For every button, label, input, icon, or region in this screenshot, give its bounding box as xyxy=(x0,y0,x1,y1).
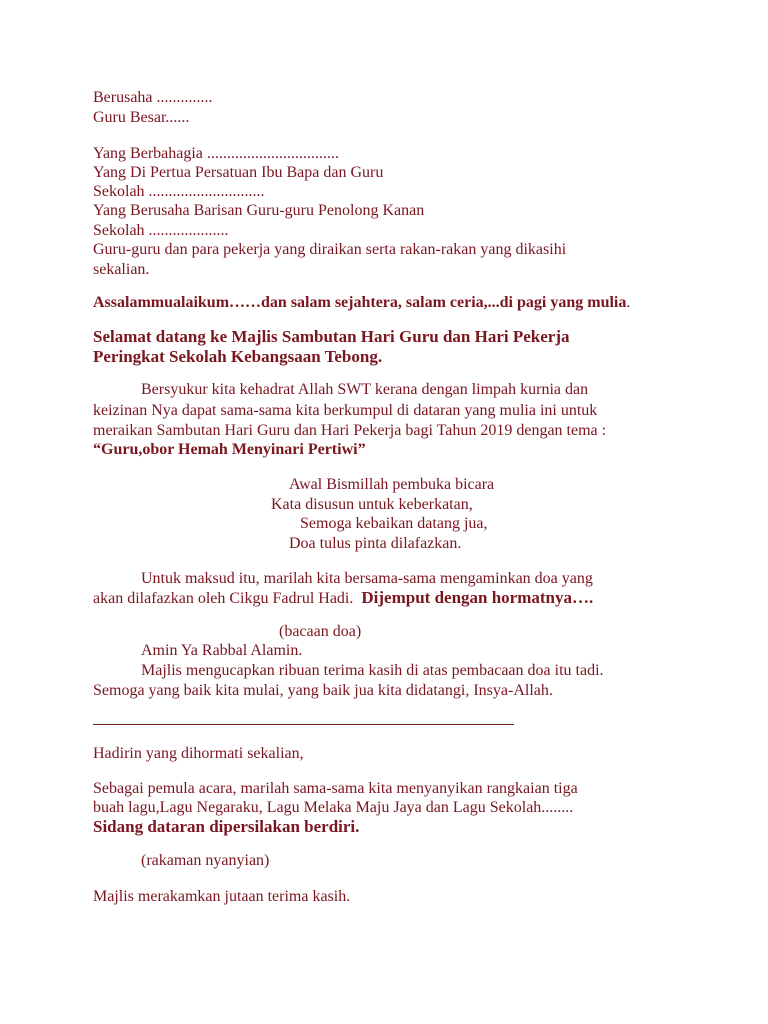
doa-text: akan dilafazkan oleh Cikgu Fadrul Hadi. xyxy=(93,590,354,607)
divider xyxy=(93,724,514,725)
pantun-line: Awal Bismillah pembuka bicara xyxy=(289,476,495,493)
doa-line xyxy=(93,588,593,609)
salutation-line: Berusaha .............. xyxy=(93,89,213,106)
theme: “Guru,obor Hemah Menyinari Pertiwi” xyxy=(93,441,366,458)
amin-line: Amin Ya Rabbal Alamin. xyxy=(141,642,303,659)
welcome-heading: Selamat datang ke Majlis Sambutan Hari Guru dan Hari Pekerja xyxy=(93,327,570,346)
invite-text: Dijemput dengan hormatnya…. xyxy=(361,588,594,607)
doa-line: Untuk maksud itu, marilah kita bersama-sama mengaminkan doa yang xyxy=(141,570,593,587)
thanks-line: Majlis mengucapkan ribuan terima kasih di atas pembacaan doa itu tadi. xyxy=(141,662,604,679)
intro-line: Bersyukur kita kehadrat Allah SWT kerana dengan limpah kurnia dan xyxy=(141,381,589,398)
berdiri-line: Sidang dataran dipersilakan berdiri. xyxy=(93,817,360,836)
salutation-line: Yang Di Pertua Persatuan Ibu Bapa dan Guru xyxy=(93,164,384,181)
closing-line: Majlis merakamkan jutaan terima kasih. xyxy=(93,888,351,905)
salutation-line: Sekolah .................... xyxy=(93,222,229,239)
greeting xyxy=(93,293,630,313)
pantun-line: Kata disusun untuk keberkatan, xyxy=(271,496,473,513)
intro-line: keizinan Nya dapat sama-sama kita berkumpul di dataran yang mulia ini untuk xyxy=(93,402,598,419)
salutation-line: Guru Besar...... xyxy=(93,109,190,126)
rakaman-line: (rakaman nyanyian) xyxy=(141,852,270,869)
pantun-line: Semoga kebaikan datang jua, xyxy=(300,515,488,532)
greeting-text: Assalammualaikum……dan salam sejahtera, salam ceria,...di pagi yang mulia xyxy=(93,294,627,311)
greeting-end: . xyxy=(626,294,631,311)
lagu-line: Sebagai pemula acara, marilah sama-sama kita menyanyikan rangkaian tiga xyxy=(93,780,578,797)
salutation-line: Yang Berbahagia ................................. xyxy=(93,145,339,162)
lagu-line: buah lagu,Lagu Negaraku, Lagu Melaka Maju Jaya dan Lagu Sekolah........ xyxy=(93,799,574,816)
welcome-heading: Peringkat Sekolah Kebangsaan Tebong. xyxy=(93,347,383,366)
hadirin-line: Hadirin yang dihormati sekalian, xyxy=(93,745,304,762)
salutation-line: Guru-guru dan para pekerja yang diraikan serta rakan-rakan yang dikasihi xyxy=(93,241,567,258)
thanks-line: Semoga yang baik kita mulai, yang baik jua kita didatangi, Insya-Allah. xyxy=(93,682,553,699)
salutation-line: Yang Berusaha Barisan Guru-guru Penolong Kanan xyxy=(93,202,425,219)
pantun-line: Doa tulus pinta dilafazkan. xyxy=(289,535,462,552)
salutation-line: sekalian. xyxy=(93,261,150,278)
salutation-line: Sekolah ............................. xyxy=(93,183,265,200)
bacaan-doa: (bacaan doa) xyxy=(279,623,362,640)
intro-line: meraikan Sambutan Hari Guru dan Hari Pekerja bagi Tahun 2019 dengan tema : xyxy=(93,422,607,439)
